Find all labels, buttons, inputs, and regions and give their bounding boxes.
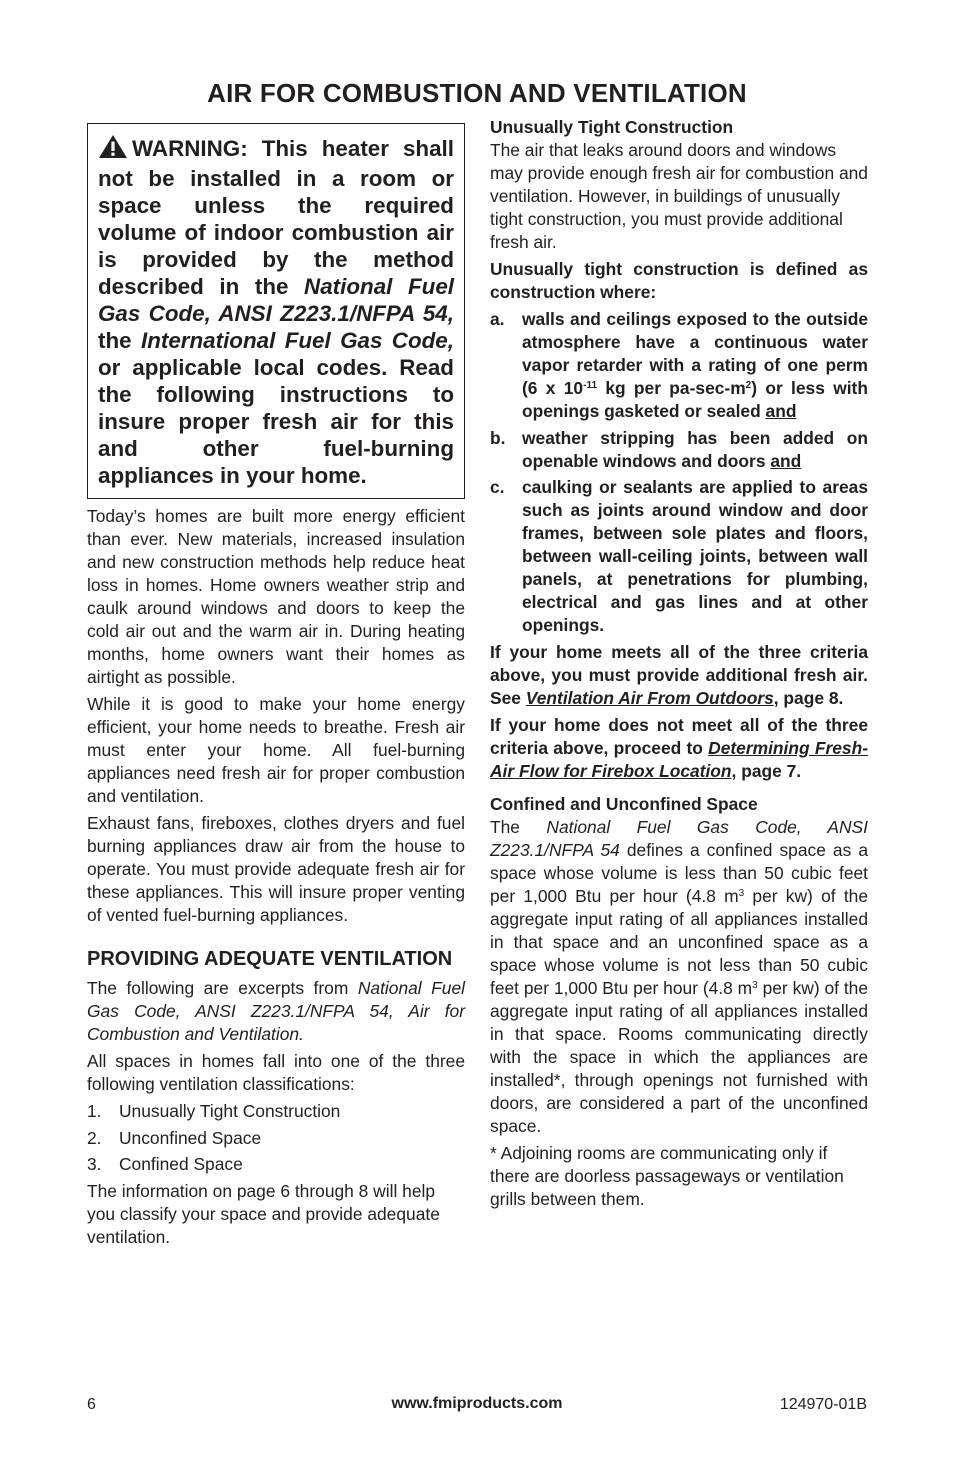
superscript: 2: [745, 380, 752, 391]
list-item-text: Unusually Tight Construction: [119, 1101, 341, 1121]
warning-triangle-icon: [98, 134, 128, 165]
warning-text-2: the: [98, 328, 132, 353]
intro-paragraph-1: Today’s homes are built more energy efficient than ever. New materials, increased insulation and new construction methods help reduce heat loss in homes. Home owners weather strip and caulk around windows and doors to keep the cold air out and the warm air in. During heating months, home owners want their homes as airtight as possible.: [87, 506, 465, 687]
list-item-number: 3.: [87, 1154, 102, 1174]
confined-text-b: defines a confined space as a space whose volume is less than 50 cubic feet per 1,000 Btu per hour (4.8 m: [490, 839, 869, 906]
website-url: www.fmiproducts.com: [391, 1395, 563, 1412]
page-title: AIR FOR COMBUSTION AND VENTILATION: [207, 78, 747, 108]
criteria-not-met-page: , page 7.: [731, 760, 802, 781]
criteria-text: caulking or sealants are applied to areas such as joints around window and door frames, between sole plates and floors, between wall-ceiling joints, between wall panels, at penetrations for plumbing, electrical and gas lines and at other openings.: [522, 477, 868, 635]
criteria-b-text: weather stripping has been added on openable windows and doors: [522, 427, 868, 471]
providing-ventilation-heading: PROVIDING ADEQUATE VENTILATION: [87, 948, 453, 970]
criteria-not-met-paragraph: [490, 714, 868, 783]
confined-text-c: per kw) of the aggregate input rating of all appliances installed in that space and an unconfined space as a space whose volume is not less than 50 cubic feet per 1,000 Btu per hour (4.8 m: [490, 885, 868, 998]
information-paragraph: The information on page 6 through 8 will help you classify your space and provide adequate ventilation.: [87, 1181, 440, 1247]
confined-code-reference: National Fuel Gas Code, ANSI Z223.1/NFPA 54: [490, 816, 868, 860]
list-item-text: Unconfined Space: [119, 1127, 262, 1148]
left-column: [87, 123, 465, 1253]
criteria-item-b: [490, 427, 868, 473]
document-number: 124970-01B: [779, 1396, 867, 1413]
criteria-a-text-2: kg per pa-sec-m: [597, 378, 746, 398]
list-item: [87, 1100, 465, 1123]
criteria-letter: a.: [490, 309, 505, 329]
right-column: [490, 116, 868, 1215]
intro-paragraph-3: Exhaust fans, fireboxes, clothes dryers and fuel burning appliances draw air from the house to operate. You must provide adequate fresh air for these appliances. This will insure proper venting of vented fuel-burning appliances.: [87, 813, 465, 925]
excerpt-source: National Fuel Gas Code, ANSI Z223.1/NFPA 54, Air for Combustion and Ventilation.: [87, 978, 465, 1044]
criteria-met-page: , page 8.: [773, 687, 844, 708]
underlined-and: and: [770, 450, 802, 471]
warning-text-1: This heater shall not be installed in a room or space unless the required volume of indoor combustion air is provided by the method described in the: [98, 136, 454, 299]
fresh-air-flow-link[interactable]: Determining Fresh-Air Flow for Firebox Location: [490, 737, 869, 781]
list-item: [87, 1127, 465, 1150]
superscript: 3: [752, 979, 758, 991]
list-item-text: Confined Space: [119, 1154, 243, 1174]
superscript: 3: [738, 887, 745, 899]
list-item: [87, 1153, 465, 1176]
tight-construction-heading: Unusually Tight Construction: [490, 117, 734, 137]
criteria-a-text-3: ) or less with openings gasketed or sealed: [522, 378, 868, 421]
warning-label: WARNING:: [132, 136, 248, 161]
classification-list: [87, 1100, 465, 1176]
warning-box: [87, 123, 465, 499]
criteria-item-c: [490, 476, 868, 637]
superscript: -11: [583, 380, 598, 391]
warning-intl-code-reference: International Fuel Gas Code,: [140, 328, 454, 353]
confined-space-paragraph: [490, 816, 868, 1138]
excerpt-lead: The following are excerpts from: [87, 978, 349, 998]
underlined-and: and: [765, 401, 797, 421]
list-item-number: 1.: [87, 1101, 102, 1121]
criteria-letter: c.: [490, 477, 505, 497]
confined-space-heading: Confined and Unconfined Space: [490, 793, 758, 814]
footnote: * Adjoining rooms are communicating only if there are doorless passageways or ventilation grills between them.: [490, 1142, 844, 1209]
criteria-a-text-1: walls and ceilings exposed to the outside atmosphere have a continuous water vapor retarder with a rating of one perm (6 x 10: [522, 309, 868, 398]
criteria-met-paragraph: [490, 641, 868, 710]
warning-text-3: or applicable local codes. Read the following instructions to insure proper fresh air for this and other fuel-burning appliances in your home.: [98, 355, 454, 488]
classification-paragraph: All spaces in homes fall into one of the three following ventilation classifications:: [87, 1051, 465, 1094]
confined-text-d: per kw) of the aggregate input rating of all appliances installed in that space. Rooms communicating directly with the space in which the appliances are installed*, through openings not furnished with doors, are considered a part of the unconfined space.: [490, 977, 869, 1136]
tight-construction-definition: Unusually tight construction is defined as construction where:: [490, 259, 868, 302]
criteria-not-met-text: If your home does not meet all of the three criteria above, proceed to: [490, 714, 868, 758]
page-number: 6: [87, 1396, 96, 1413]
criteria-item-a: [490, 308, 868, 423]
intro-paragraph-2: While it is good to make your home energy efficient, your home needs to breathe. Fresh air must enter your home. All fuel-burning appliances need fresh air for proper combustion and ventilation.: [87, 694, 465, 806]
criteria-text: [522, 308, 868, 423]
criteria-met-text: If your home meets all of the three criteria above, you must provide additional fresh air. See: [490, 641, 868, 708]
criteria-letter: b.: [490, 427, 506, 448]
warning-code-reference: National Fuel Gas Code, ANSI Z223.1/NFPA 54,: [98, 274, 454, 326]
confined-text-a: The: [490, 816, 547, 837]
tight-construction-paragraph: The air that leaks around doors and windows may provide enough fresh air for combustion and ventilation. However, in buildings of unusually tight construction, you must provide additional fresh air.: [490, 140, 868, 252]
excerpt-paragraph: [87, 977, 465, 1046]
list-item-number: 2.: [87, 1127, 102, 1148]
criteria-text: [522, 427, 868, 473]
ventilation-outdoors-link[interactable]: Ventilation Air From Outdoors: [525, 687, 774, 708]
